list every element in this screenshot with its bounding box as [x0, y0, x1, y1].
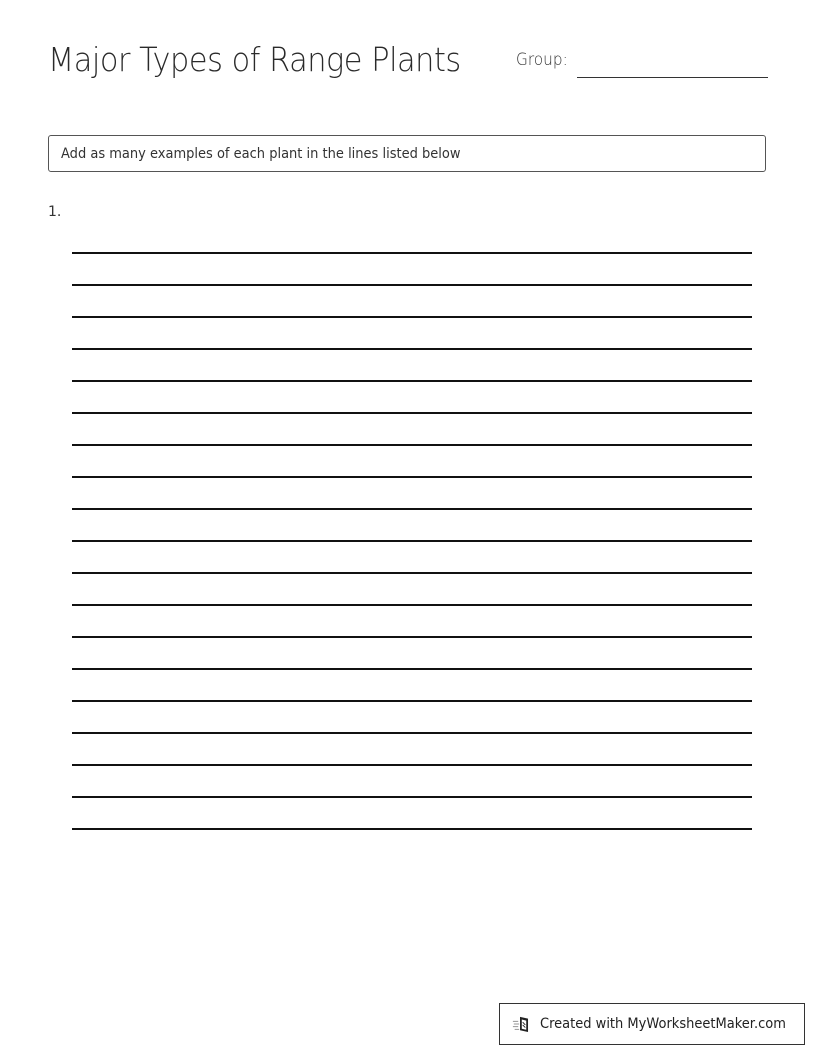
answer-line[interactable]	[72, 348, 752, 380]
instructions-text: Add as many examples of each plant in the lines listed below	[61, 146, 461, 162]
answer-line[interactable]	[72, 572, 752, 604]
question-number: 1.	[48, 204, 62, 220]
footer-text: Created with MyWorksheetMaker.com	[539, 1016, 786, 1032]
answer-line[interactable]	[72, 508, 752, 540]
answer-line[interactable]	[72, 732, 752, 764]
answer-line[interactable]	[72, 252, 752, 284]
answer-line[interactable]	[72, 636, 752, 668]
answer-line[interactable]	[72, 700, 752, 732]
answer-lines	[72, 252, 752, 860]
answer-line[interactable]	[72, 444, 752, 476]
answer-line[interactable]	[72, 380, 752, 412]
answer-line[interactable]	[72, 476, 752, 508]
answer-line[interactable]	[72, 412, 752, 444]
instructions-box	[48, 135, 766, 172]
group-input-line[interactable]	[577, 77, 768, 78]
answer-line[interactable]	[72, 604, 752, 636]
answer-line[interactable]	[72, 764, 752, 796]
answer-line[interactable]	[72, 668, 752, 700]
answer-line[interactable]	[72, 796, 752, 828]
answer-line[interactable]	[72, 540, 752, 572]
footer-credit	[499, 1003, 805, 1045]
answer-line[interactable]	[72, 284, 752, 316]
answer-line[interactable]	[72, 828, 752, 860]
page-title: Major Types of Range Plants	[48, 40, 461, 79]
worksheet-maker-logo-icon	[512, 1013, 532, 1035]
answer-line[interactable]	[72, 316, 752, 348]
group-label: Group:	[516, 50, 568, 70]
